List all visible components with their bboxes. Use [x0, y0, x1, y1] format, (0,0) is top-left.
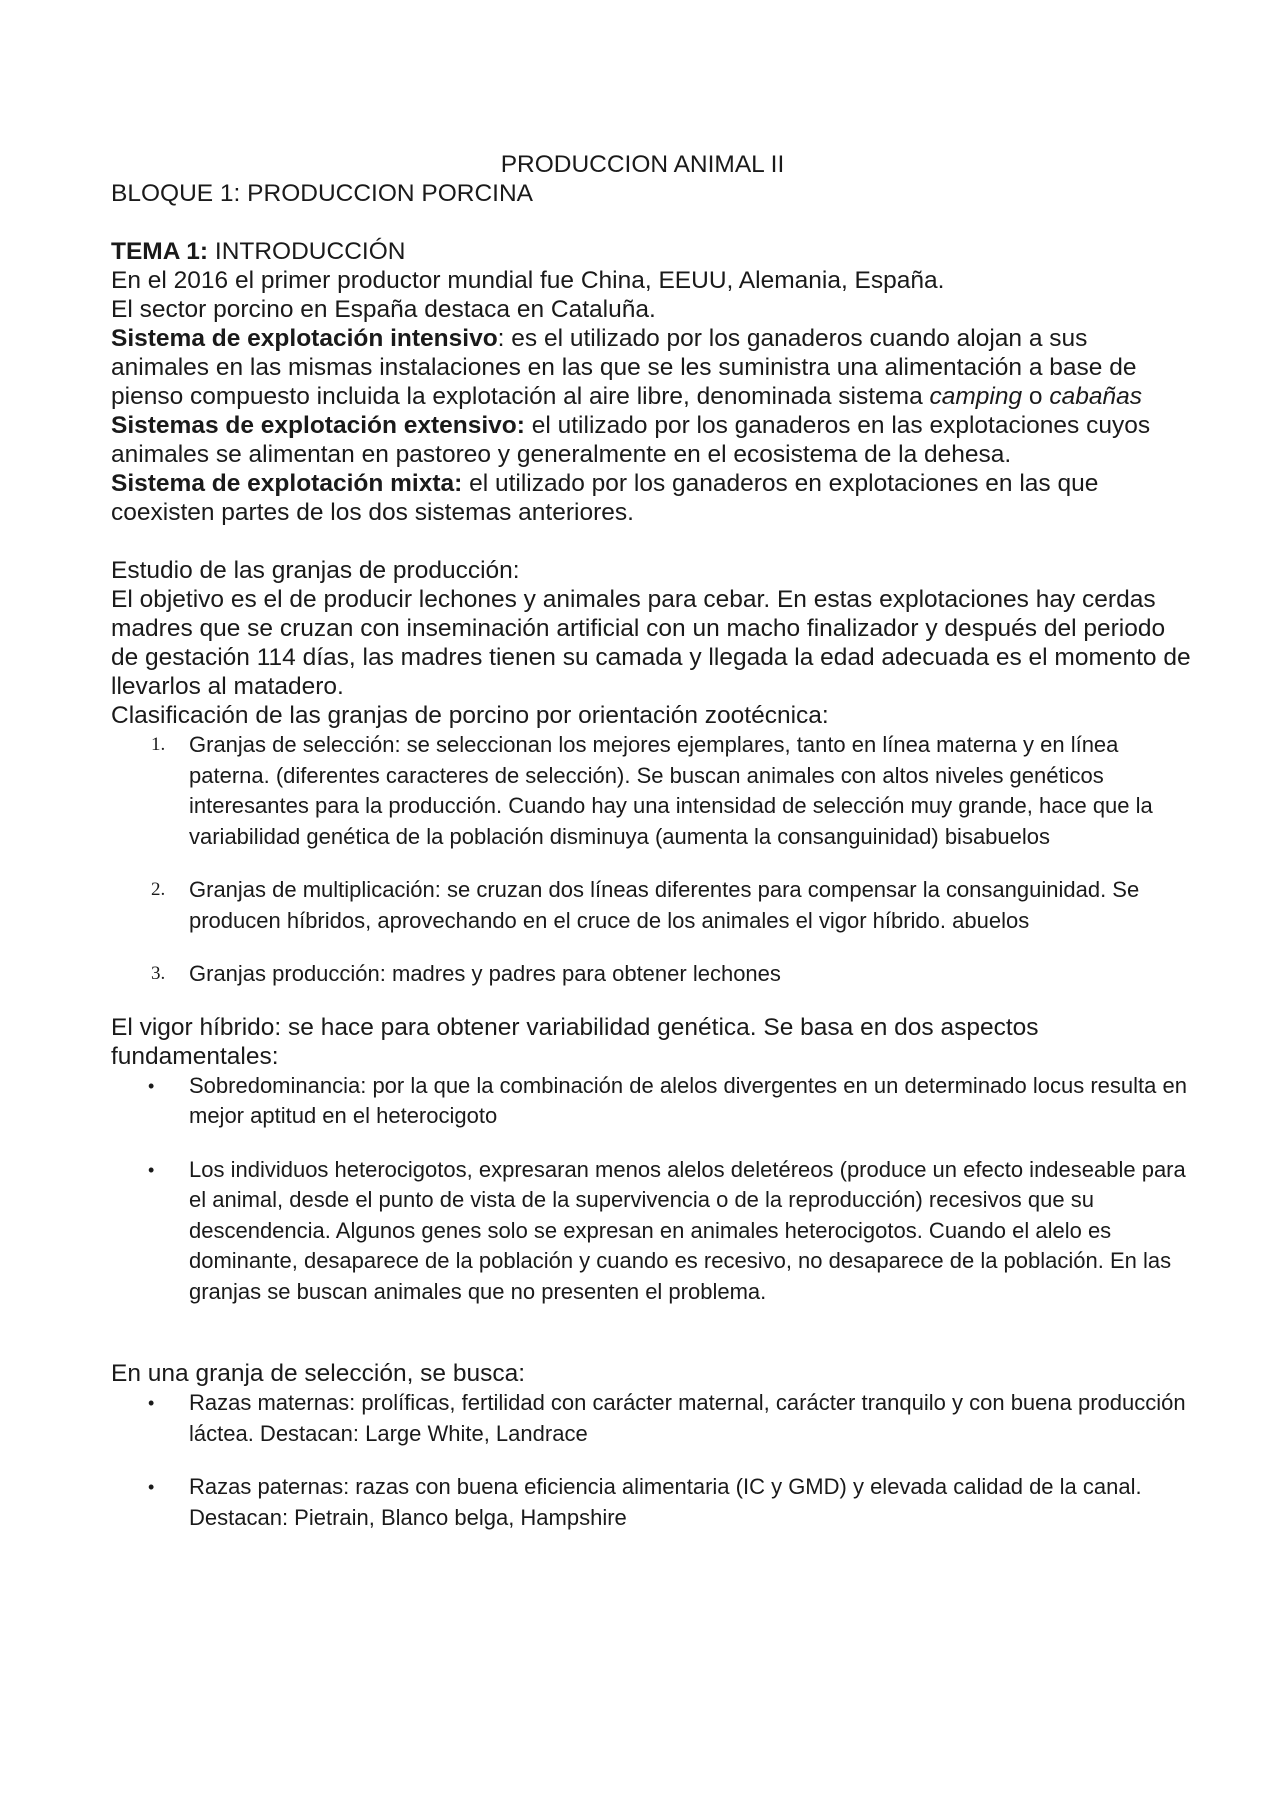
clasificacion-heading: Clasificación de las granjas de porcino por orientación zootécnica: — [111, 702, 829, 729]
list-item-text: Granjas de multiplicación: se cruzan dos líneas diferentes para compensar la consanguinidad. Se producen híbridos, aprovechando en el cruce de los animales el vigor híbrido. abuelos — [189, 877, 1140, 933]
list-item-text: Sobredominancia: por la que la combinación de alelos divergentes en un determinado locus resulta en mejor aptitud en el heterocigoto — [189, 1072, 1187, 1128]
seleccion-list — [111, 1388, 1191, 1533]
sistema-extensivo — [111, 411, 1191, 469]
mixta-label: Sistema de explotación mixta: — [111, 470, 463, 497]
list-item-text: Granjas de selección: se seleccionan los mejores ejemplares, tanto en línea materna y en línea paterna. (diferentes caracteres de selección). Se buscan animales con altos niveles genéticos interesantes para la producción. Cuando hay una intensidad de selección muy grande, hace que la variabilidad genética de la población disminuya (aumenta la consanguinidad) bisabuelos — [189, 732, 1153, 849]
list-number: 3. — [151, 963, 166, 984]
bullet-icon: • — [148, 1393, 155, 1413]
bloque-heading: BLOQUE 1: PRODUCCION PORCINA — [111, 180, 534, 207]
document-title: PRODUCCION ANIMAL II — [500, 151, 785, 178]
list-item-text: Granjas producción: madres y padres para obtener lechones — [189, 961, 781, 986]
list-item-text: Razas paternas: razas con buena eficiencia alimentaria (IC y GMD) y elevada calidad de la canal. Destacan: Pietrain, Blanco belga, Hampshire — [189, 1474, 1142, 1530]
bullet-icon: • — [148, 1075, 155, 1096]
sistema-mixta — [111, 469, 1191, 527]
list-item-text: Los individuos heterocigotos, expresaran menos alelos deletéreos (produce un efecto indeseable para el animal, desde el punto de vista de la supervivencia o de la reproducción) recesivos que su descendencia. Algunos genes solo se expresan en animales heterocigotos. Cuando el alelo es dominante, desaparece de la población y cuando es recesivo, no desaparece de la población. En las granjas se buscan animales que no presenten el problema. — [189, 1156, 1186, 1304]
tema-name: INTRODUCCIÓN — [208, 238, 406, 265]
list-item — [111, 875, 1191, 936]
list-item — [111, 1388, 1191, 1449]
intensivo-label: Sistema de explotación intensivo — [111, 325, 498, 352]
intensivo-text: : es el utilizado por los ganaderos cuando alojan a sus animales en las mismas instalaciones en las que se les suministra una alimentación a base de pienso compuesto incluida la explotación al aire libre, denominada sistema — [111, 325, 1137, 410]
intensivo-camping: camping — [929, 383, 1023, 410]
intensivo-cabanas: cabañas — [1049, 383, 1143, 410]
intro-line-1: En el 2016 el primer productor mundial fue China, EEUU, Alemania, España. — [111, 267, 945, 294]
list-item — [111, 959, 1191, 990]
intro-line-2: El sector porcino en España destaca en Cataluña. — [111, 296, 656, 323]
list-number: 2. — [151, 879, 166, 900]
bullet-icon: • — [148, 1477, 155, 1497]
list-item — [111, 730, 1191, 852]
intensivo-o: o — [1022, 383, 1050, 410]
tema-label: TEMA 1: — [111, 238, 209, 265]
list-item-text: Razas maternas: prolíficas, fertilidad con carácter maternal, carácter tranquilo y con buena producción láctea. Destacan: Large White, Landrace — [189, 1390, 1186, 1446]
list-item — [111, 1472, 1191, 1533]
bullet-icon: • — [148, 1159, 155, 1180]
mixta-text: el utilizado por los ganaderos en explotaciones en las que coexisten partes de los dos sistemas anteriores. — [111, 470, 1099, 526]
vigor-intro: El vigor híbrido: se hace para obtener variabilidad genética. Se basa en dos aspectos fundamentales: — [111, 1013, 1039, 1070]
list-item — [111, 1155, 1191, 1308]
vigor-list — [111, 1071, 1191, 1308]
seleccion-intro: En una granja de selección, se busca: — [111, 1360, 526, 1387]
extensivo-text: el utilizado por los ganaderos en las explotaciones cuyos animales se alimentan en pastoreo y generalmente en el ecosistema de la dehesa. — [111, 412, 1151, 468]
spacer — [111, 208, 1191, 237]
extensivo-label: Sistemas de explotación extensivo: — [111, 412, 525, 439]
spacer — [111, 1330, 1191, 1359]
document-page — [111, 150, 1191, 1556]
list-item — [111, 1071, 1191, 1132]
tema-heading — [111, 237, 1191, 266]
list-number: 1. — [151, 734, 166, 755]
granjas-list — [111, 730, 1191, 990]
estudio-heading: Estudio de las granjas de producción: — [111, 557, 520, 584]
estudio-paragraph: El objetivo es el de producir lechones y animales para cebar. En estas explotaciones hay cerdas madres que se cruzan con inseminación artificial con un macho finalizador y después del periodo de gestación 114 días, las madres tienen su camada y llegada la edad adecuada es el momento de llevarlos al matadero. — [111, 586, 1191, 700]
sistema-intensivo — [111, 324, 1191, 411]
spacer — [111, 527, 1191, 556]
